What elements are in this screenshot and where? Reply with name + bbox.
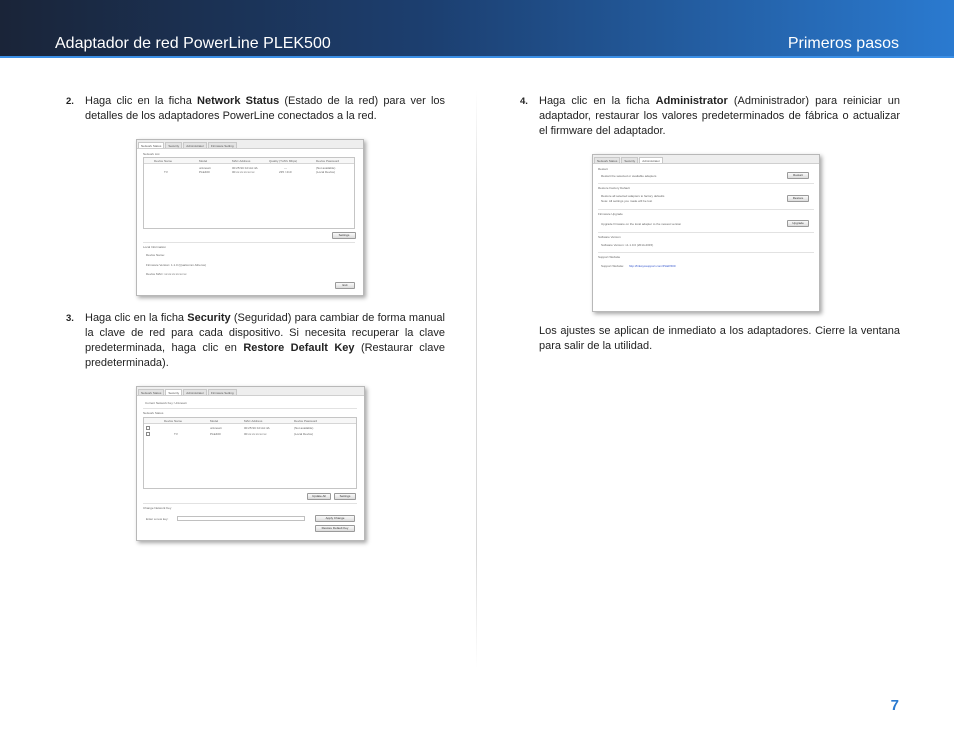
network-status-list <box>143 417 357 489</box>
tab-network-status: Network Status <box>138 389 164 395</box>
table-cell: PLE400 <box>199 170 210 174</box>
step-number: 2. <box>66 96 74 107</box>
table-header: Device Name Model MAC Address Device Password <box>144 418 356 424</box>
group-label: Network Status <box>143 411 164 415</box>
local-info-label: Local Information <box>143 245 167 249</box>
support-label: Support Website: <box>601 264 624 268</box>
table-cell: (Not available) <box>316 166 336 170</box>
tab-bar <box>137 387 364 396</box>
settings-button[interactable]: Settings <box>334 493 356 500</box>
section-label: Firmware Upgrade <box>598 212 623 216</box>
section-text: Note: All settings you made will be lost <box>601 199 653 203</box>
local-info-row: Firmware Version: 1.1.0 (Qualcomm Atheros) <box>146 263 207 267</box>
separator <box>598 209 814 210</box>
separator <box>598 252 814 253</box>
step-4 <box>520 94 901 139</box>
header-accent-line <box>0 56 954 58</box>
tab-bar <box>593 155 819 164</box>
administrator-screenshot <box>592 154 820 312</box>
section-text: Restart the selected or available adapters <box>601 174 657 178</box>
page-number: 7 <box>890 697 899 714</box>
table-cell: unknown <box>210 426 223 430</box>
separator <box>143 503 357 504</box>
network-key-input[interactable] <box>177 516 305 521</box>
step-3 <box>66 311 445 371</box>
network-status-screenshot <box>136 139 364 296</box>
tab-security: Security <box>165 389 182 395</box>
table-cell: 00:25:9C:10:AA:4A <box>232 166 258 170</box>
column-divider <box>476 90 477 668</box>
tab-firmware: Firmware Setting <box>208 142 237 148</box>
step-text: Haga clic en la ficha Administrator (Administrador) para reiniciar un adaptador, restaurar los valores predeterminados de fábrica o actualizar el firmware del adaptador. <box>539 95 901 137</box>
current-key-label: Current Network Key: Unknown <box>145 401 188 405</box>
local-info-row: Device Name: <box>146 253 165 257</box>
restore-button[interactable]: Restore <box>787 195 809 202</box>
change-key-label: Change Network Key <box>143 506 172 510</box>
header-banner <box>0 0 954 58</box>
table-cell: 00:25:9C:10:AA:4A <box>244 426 270 430</box>
step-number: 3. <box>66 313 74 324</box>
table-cell: TV <box>174 432 178 436</box>
separator <box>598 232 814 233</box>
step-number: 4. <box>520 96 528 107</box>
support-link[interactable]: http://linksyssupport.com/PLEK500 <box>629 264 676 268</box>
table-cell: unknown <box>199 166 212 170</box>
restore-default-key-button[interactable]: Restore Default Key <box>315 525 355 532</box>
table-cell: 00:xx:xx:xx:xx:xx <box>244 432 267 436</box>
tab-administrator: Administrator <box>183 142 207 148</box>
row-checkbox[interactable] <box>146 432 150 436</box>
table-cell: TV <box>164 170 168 174</box>
exit-button[interactable]: Exit <box>335 282 355 289</box>
row-checkbox[interactable] <box>146 426 150 430</box>
separator <box>598 183 814 184</box>
tab-administrator: Administrator <box>639 157 663 163</box>
table-header: Device Name Model MAC Address Quality (Tx/Rx Mbps) Device Password <box>144 158 354 164</box>
separator <box>143 242 355 243</box>
separator <box>143 408 357 409</box>
security-screenshot <box>136 386 365 541</box>
settings-button[interactable]: Settings <box>332 232 356 239</box>
restart-button[interactable]: Restart <box>787 172 809 179</box>
update-all-button[interactable]: Update All <box>307 493 331 500</box>
step-2 <box>66 94 446 124</box>
section-label: Restore Factory Default <box>598 186 630 190</box>
tab-security: Security <box>165 142 182 148</box>
section-label: Software Version <box>598 235 621 239</box>
table-cell: — <box>284 166 287 170</box>
enter-key-label: Enter a new key: <box>146 517 169 521</box>
local-info-row: Device MAC: xx:xx:xx:xx:xx:xx <box>146 272 187 276</box>
tab-network-status: Network Status <box>594 157 620 163</box>
tab-administrator: Administrator <box>183 389 207 395</box>
step-text: Haga clic en la ficha Network Status (Estado de la red) para ver los detalles de los adaptadores PowerLine conectados a la red. <box>85 95 446 122</box>
section-label: Restart <box>598 167 608 171</box>
tab-security: Security <box>621 157 638 163</box>
table-cell: 00:xx:xx:xx:xx:xx <box>232 170 255 174</box>
upgrade-button[interactable]: Upgrade <box>787 220 809 227</box>
section-text: Restore all selected adapters to factory defaults <box>601 194 665 198</box>
table-cell: (Local Device) <box>294 432 314 436</box>
apply-change-button[interactable]: Apply Change <box>315 515 355 522</box>
tab-network-status: Network Status <box>138 142 164 148</box>
network-list <box>143 157 355 229</box>
table-cell: (Local Device) <box>316 170 336 174</box>
section-label: Support Website <box>598 255 621 259</box>
software-version: Software Version: v1.1.0.0 (2014-2015) <box>601 243 654 247</box>
section-text: Upgrade firmware on the local adapter to the newest version <box>601 222 682 226</box>
document-title: Adaptador de red PowerLine PLEK500 <box>55 35 331 52</box>
table-cell: (Not available) <box>294 426 314 430</box>
group-label: Network List <box>143 152 160 156</box>
step-text: Haga clic en la ficha Security (Seguridad) para cambiar de forma manual la clave de red para cada dispositivo. Si necesita recuperar la clave predeterminada, haga clic en Restore Default Key (Restaurar clave predeterminada). <box>85 312 445 369</box>
table-cell: PLE400 <box>210 432 221 436</box>
closing-text: Los ajustes se aplican de inmediato a los adaptadores. Cierre la ventana para salir de la utilidad. <box>539 325 900 352</box>
table-cell: 235 / 210 <box>279 170 292 174</box>
tab-firmware: Firmware Setting <box>208 389 237 395</box>
closing-paragraph <box>539 324 900 354</box>
section-title: Primeros pasos <box>787 35 899 52</box>
tab-bar <box>137 140 363 149</box>
